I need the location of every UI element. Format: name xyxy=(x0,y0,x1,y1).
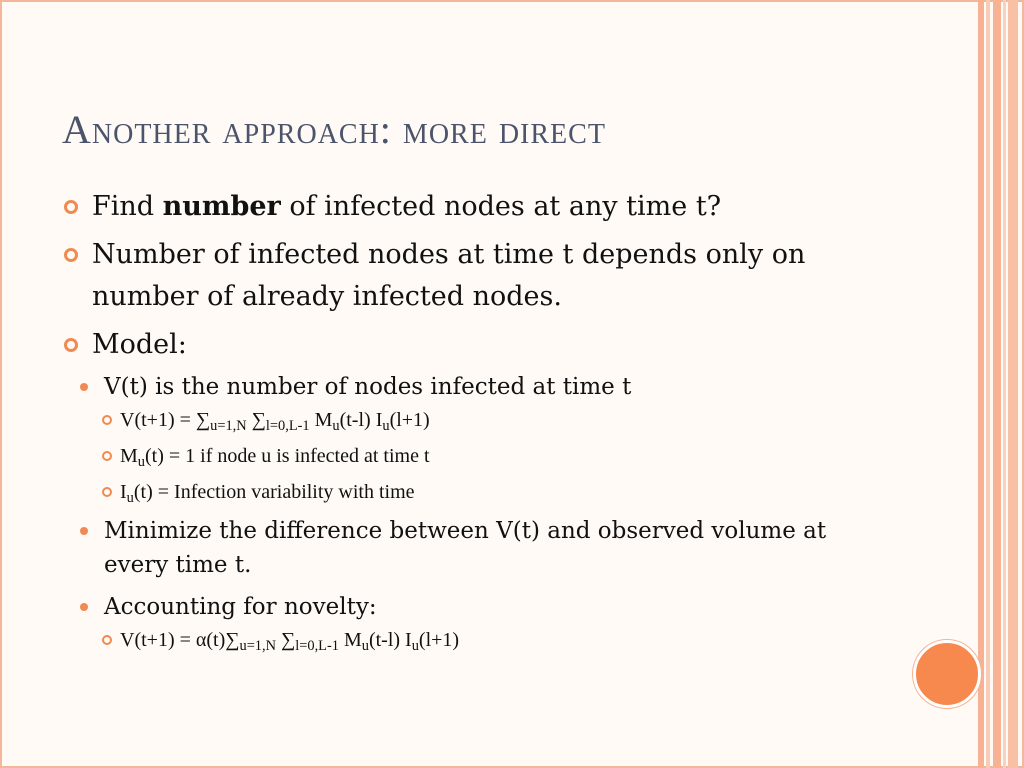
sub-bullet-list xyxy=(92,370,882,654)
sub-bullet-text: Accounting for novelty: xyxy=(104,594,377,620)
decorative-circle xyxy=(913,640,981,708)
formula-part: M xyxy=(120,445,138,467)
formula-part: (l+1) xyxy=(389,409,430,431)
bullet-text: Model: xyxy=(92,329,187,360)
formula-part: (t) = Infection variability with time xyxy=(133,481,415,503)
ring-bullet-icon xyxy=(64,200,78,214)
small-ring-bullet-icon xyxy=(102,635,112,645)
formula-part: V(t+1) = ∑ xyxy=(120,409,211,431)
sub-bullet-text: Minimize the difference between V(t) and observed volume at every time t. xyxy=(104,518,827,578)
small-ring-bullet-icon xyxy=(102,487,112,497)
subscript: u xyxy=(126,490,134,507)
bullet-model xyxy=(62,324,882,654)
subscript: l=0,L-1 xyxy=(295,638,339,655)
formula-alpha xyxy=(62,626,882,654)
bullet-text: of infected nodes at any time t? xyxy=(280,191,722,222)
slide-title: Another approach: more direct xyxy=(62,107,606,152)
formula-part: (t-l) I xyxy=(368,629,412,651)
ring-bullet-icon xyxy=(64,248,78,262)
sub-bullet-vt xyxy=(62,370,882,506)
decorative-stripe xyxy=(993,0,1001,768)
sub-bullet-minimize xyxy=(62,514,882,582)
formula-part: (l+1) xyxy=(418,629,460,651)
formula-part: ∑ xyxy=(246,409,266,431)
bullet-text: Find xyxy=(92,191,163,222)
slide-body xyxy=(62,186,882,662)
formula-part: ∑ xyxy=(276,629,296,651)
subscript: l=0,L-1 xyxy=(265,418,310,435)
dot-bullet-icon xyxy=(80,527,88,535)
formula-list xyxy=(104,626,882,654)
bold-text: number xyxy=(162,191,281,222)
formula-part: (t) = 1 if node u is infected at time t xyxy=(145,445,430,467)
subscript: u xyxy=(332,418,340,435)
subscript: u=1,N xyxy=(210,418,247,435)
formula-part: I xyxy=(120,481,127,503)
formula-part: (t-l) I xyxy=(339,409,383,431)
ring-bullet-icon xyxy=(64,338,78,352)
subscript: u xyxy=(361,638,369,655)
sub-bullet-novelty xyxy=(62,590,882,654)
decorative-stripe xyxy=(1008,0,1018,768)
formula-part: M xyxy=(338,629,362,651)
small-ring-bullet-icon xyxy=(102,451,112,461)
sub-bullet-text: V(t) is the number of nodes infected at time t xyxy=(104,374,632,400)
bullet-text: Number of infected nodes at time t depends only on number of already infected nodes. xyxy=(92,239,806,312)
subscript: u xyxy=(137,454,145,471)
decorative-stripe xyxy=(1003,0,1006,768)
subscript: u=1,N xyxy=(239,638,276,655)
subscript: u xyxy=(411,638,419,655)
dot-bullet-icon xyxy=(80,603,88,611)
formula-i xyxy=(62,478,882,506)
formula-list xyxy=(104,406,882,506)
formula-m xyxy=(62,442,882,470)
bullet-find-number xyxy=(62,186,882,228)
decorative-stripe xyxy=(978,0,984,768)
small-ring-bullet-icon xyxy=(102,415,112,425)
bullet-depends xyxy=(62,234,882,318)
formula-part: V(t+1) = α(t)∑ xyxy=(120,629,240,651)
decorative-stripe xyxy=(986,0,990,768)
formula-part: M xyxy=(309,409,333,431)
formula-v xyxy=(62,406,882,434)
subscript: u xyxy=(382,418,390,435)
dot-bullet-icon xyxy=(80,383,88,391)
bullet-list xyxy=(62,186,882,654)
